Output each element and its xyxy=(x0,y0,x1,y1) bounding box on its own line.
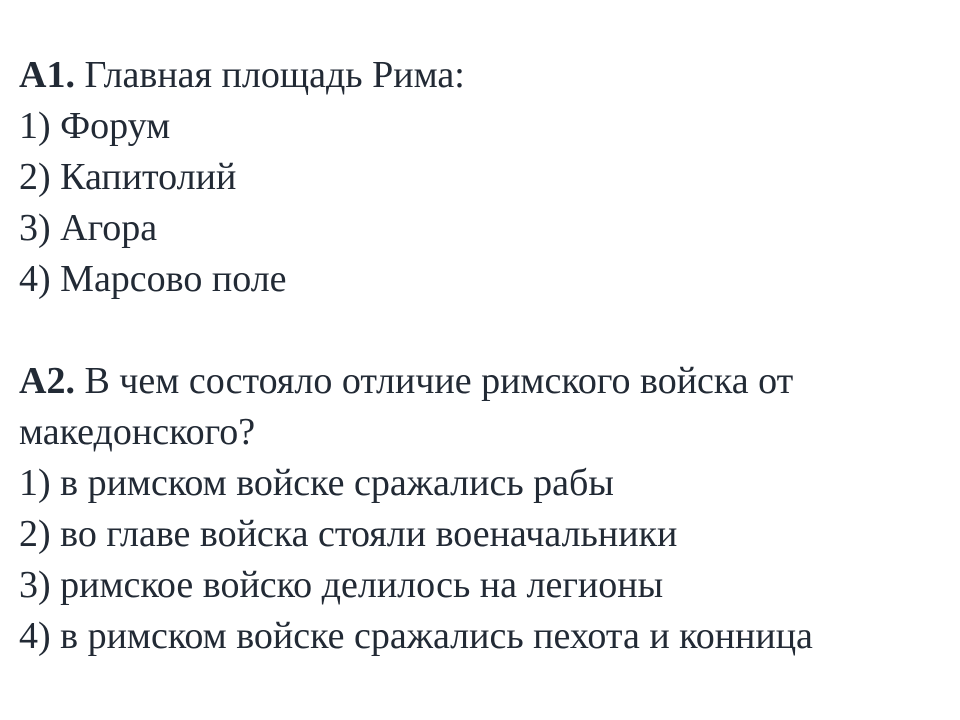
question-a1-options xyxy=(19,101,944,305)
question-a2-option-1: 1) в римском войске сражались рабы xyxy=(19,462,614,504)
question-a1-number: А1. xyxy=(19,54,75,96)
question-a1-text: Главная площадь Рима: xyxy=(84,54,465,96)
question-a2 xyxy=(19,356,944,662)
question-a2-option-4: 4) в римском войске сражались пехота и конница xyxy=(19,615,813,657)
question-a1-option-4: 4) Марсово поле xyxy=(19,258,287,300)
question-a2-options xyxy=(19,458,944,662)
question-a2-option-2: 2) во главе войска стояли военачальники xyxy=(19,513,678,555)
question-a2-number: А2. xyxy=(19,360,75,402)
question-a1-option-2: 2) Капитолий xyxy=(19,156,237,198)
question-a1-heading xyxy=(19,50,944,101)
question-a2-option-3: 3) римское войско делилось на легионы xyxy=(19,564,664,606)
question-a2-heading xyxy=(19,356,944,458)
question-a2-text: В чем состояло отличие римского войска от македонского? xyxy=(19,360,794,453)
question-a1-option-3: 3) Агора xyxy=(19,207,158,249)
question-spacer xyxy=(19,305,944,356)
question-a1 xyxy=(19,50,944,305)
quiz-content xyxy=(19,50,944,662)
question-a1-option-1: 1) Форум xyxy=(19,105,171,147)
